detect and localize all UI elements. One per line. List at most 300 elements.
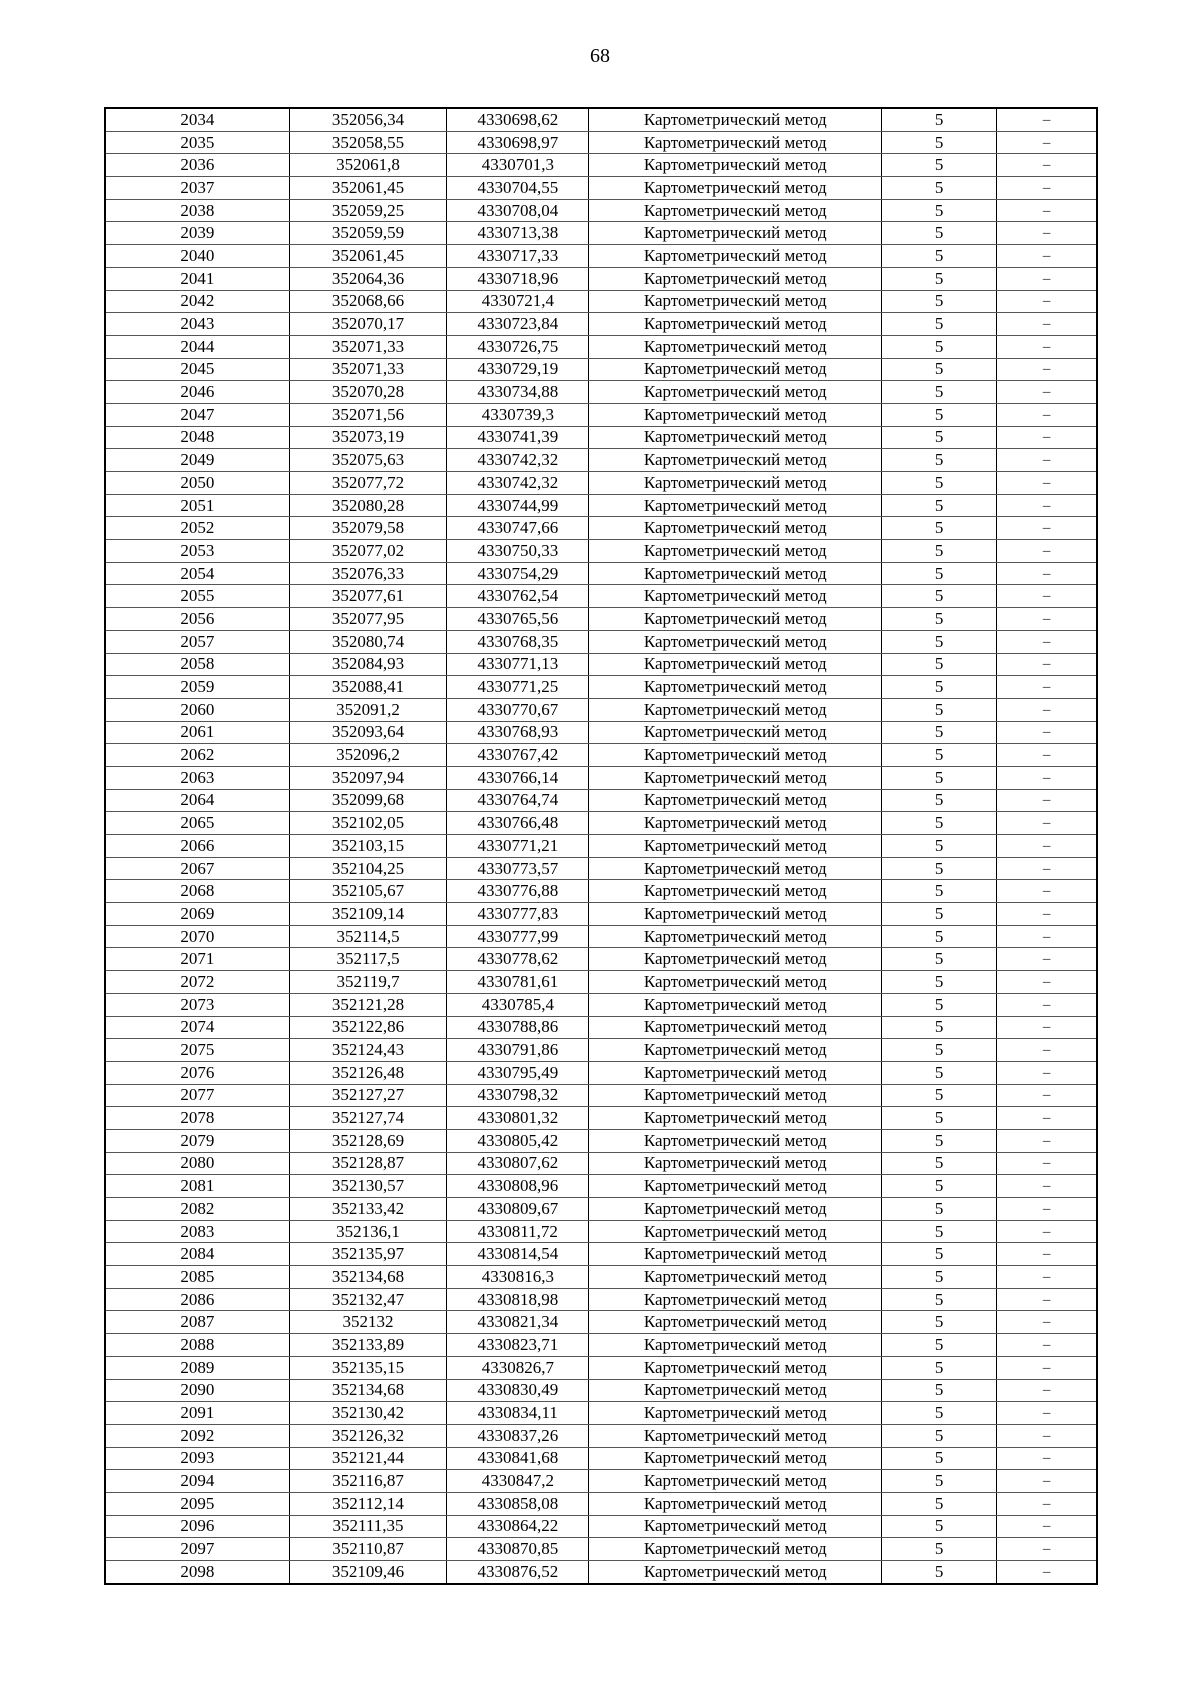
table-row <box>105 131 1097 154</box>
y-coordinate-cell: 4330788,86 <box>447 1016 589 1039</box>
table-row <box>105 880 1097 903</box>
point-number-cell: 2096 <box>105 1515 289 1538</box>
note-cell: – <box>997 199 1097 222</box>
y-coordinate-cell: 4330778,62 <box>447 948 589 971</box>
point-number-cell: 2054 <box>105 562 289 585</box>
note-cell: – <box>997 1243 1097 1266</box>
method-cell: Картометрический метод <box>589 381 882 404</box>
method-cell: Картометрический метод <box>589 948 882 971</box>
accuracy-cell: 5 <box>882 267 997 290</box>
note-cell: – <box>997 1402 1097 1425</box>
method-cell: Картометрический метод <box>589 857 882 880</box>
note-cell: – <box>997 108 1097 131</box>
table-row <box>105 1356 1097 1379</box>
x-coordinate-cell: 352126,48 <box>289 1061 446 1084</box>
accuracy-cell: 5 <box>882 993 997 1016</box>
point-number-cell: 2049 <box>105 449 289 472</box>
note-cell: – <box>997 494 1097 517</box>
point-number-cell: 2055 <box>105 585 289 608</box>
table-row <box>105 744 1097 767</box>
table-row <box>105 335 1097 358</box>
note-cell: – <box>997 1084 1097 1107</box>
point-number-cell: 2062 <box>105 744 289 767</box>
accuracy-cell: 5 <box>882 1198 997 1221</box>
y-coordinate-cell: 4330764,74 <box>447 789 589 812</box>
table-row <box>105 1561 1097 1584</box>
table-row <box>105 403 1097 426</box>
y-coordinate-cell: 4330864,22 <box>447 1515 589 1538</box>
note-cell: – <box>997 903 1097 926</box>
table-row <box>105 630 1097 653</box>
note-cell: – <box>997 585 1097 608</box>
y-coordinate-cell: 4330766,14 <box>447 766 589 789</box>
point-number-cell: 2087 <box>105 1311 289 1334</box>
y-coordinate-cell: 4330734,88 <box>447 381 589 404</box>
y-coordinate-cell: 4330814,54 <box>447 1243 589 1266</box>
point-number-cell: 2086 <box>105 1288 289 1311</box>
table-row <box>105 925 1097 948</box>
y-coordinate-cell: 4330768,93 <box>447 721 589 744</box>
y-coordinate-cell: 4330777,99 <box>447 925 589 948</box>
table-row <box>105 199 1097 222</box>
table-row <box>105 517 1097 540</box>
accuracy-cell: 5 <box>882 1084 997 1107</box>
y-coordinate-cell: 4330798,32 <box>447 1084 589 1107</box>
method-cell: Картометрический метод <box>589 517 882 540</box>
method-cell: Картометрический метод <box>589 1198 882 1221</box>
table-row <box>105 1175 1097 1198</box>
accuracy-cell: 5 <box>882 1356 997 1379</box>
point-number-cell: 2093 <box>105 1447 289 1470</box>
point-number-cell: 2042 <box>105 290 289 313</box>
x-coordinate-cell: 352110,87 <box>289 1538 446 1561</box>
y-coordinate-cell: 4330770,67 <box>447 698 589 721</box>
note-cell: – <box>997 290 1097 313</box>
y-coordinate-cell: 4330809,67 <box>447 1198 589 1221</box>
accuracy-cell: 5 <box>882 1266 997 1289</box>
x-coordinate-cell: 352061,45 <box>289 177 446 200</box>
note-cell: – <box>997 449 1097 472</box>
table-row <box>105 245 1097 268</box>
table-row <box>105 993 1097 1016</box>
accuracy-cell: 5 <box>882 630 997 653</box>
method-cell: Картометрический метод <box>589 880 882 903</box>
x-coordinate-cell: 352122,86 <box>289 1016 446 1039</box>
accuracy-cell: 5 <box>882 131 997 154</box>
x-coordinate-cell: 352114,5 <box>289 925 446 948</box>
method-cell: Картометрический метод <box>589 426 882 449</box>
table-row <box>105 290 1097 313</box>
table-row <box>105 472 1097 495</box>
point-number-cell: 2098 <box>105 1561 289 1584</box>
accuracy-cell: 5 <box>882 472 997 495</box>
table-row <box>105 971 1097 994</box>
y-coordinate-cell: 4330776,88 <box>447 880 589 903</box>
x-coordinate-cell: 352105,67 <box>289 880 446 903</box>
point-number-cell: 2068 <box>105 880 289 903</box>
accuracy-cell: 5 <box>882 971 997 994</box>
y-coordinate-cell: 4330739,3 <box>447 403 589 426</box>
method-cell: Картометрический метод <box>589 698 882 721</box>
note-cell: – <box>997 1107 1097 1130</box>
method-cell: Картометрический метод <box>589 1424 882 1447</box>
point-number-cell: 2044 <box>105 335 289 358</box>
y-coordinate-cell: 4330750,33 <box>447 540 589 563</box>
y-coordinate-cell: 4330830,49 <box>447 1379 589 1402</box>
note-cell: – <box>997 1266 1097 1289</box>
method-cell: Картометрический метод <box>589 653 882 676</box>
note-cell: – <box>997 1492 1097 1515</box>
accuracy-cell: 5 <box>882 199 997 222</box>
x-coordinate-cell: 352080,74 <box>289 630 446 653</box>
coordinates-table-body <box>105 108 1097 1584</box>
table-row <box>105 903 1097 926</box>
note-cell: – <box>997 925 1097 948</box>
y-coordinate-cell: 4330870,85 <box>447 1538 589 1561</box>
x-coordinate-cell: 352124,43 <box>289 1039 446 1062</box>
accuracy-cell: 5 <box>882 313 997 336</box>
point-number-cell: 2067 <box>105 857 289 880</box>
method-cell: Картометрический метод <box>589 971 882 994</box>
accuracy-cell: 5 <box>882 290 997 313</box>
table-row <box>105 381 1097 404</box>
accuracy-cell: 5 <box>882 517 997 540</box>
method-cell: Картометрический метод <box>589 245 882 268</box>
table-row <box>105 562 1097 585</box>
note-cell: – <box>997 948 1097 971</box>
y-coordinate-cell: 4330773,57 <box>447 857 589 880</box>
accuracy-cell: 5 <box>882 1515 997 1538</box>
accuracy-cell: 5 <box>882 880 997 903</box>
accuracy-cell: 5 <box>882 177 997 200</box>
point-number-cell: 2037 <box>105 177 289 200</box>
y-coordinate-cell: 4330744,99 <box>447 494 589 517</box>
accuracy-cell: 5 <box>882 108 997 131</box>
point-number-cell: 2050 <box>105 472 289 495</box>
method-cell: Картометрический метод <box>589 494 882 517</box>
method-cell: Картометрический метод <box>589 313 882 336</box>
y-coordinate-cell: 4330747,66 <box>447 517 589 540</box>
method-cell: Картометрический метод <box>589 1311 882 1334</box>
table-row <box>105 1129 1097 1152</box>
accuracy-cell: 5 <box>882 1561 997 1584</box>
accuracy-cell: 5 <box>882 1288 997 1311</box>
method-cell: Картометрический метод <box>589 835 882 858</box>
method-cell: Картометрический метод <box>589 1379 882 1402</box>
y-coordinate-cell: 4330858,08 <box>447 1492 589 1515</box>
method-cell: Картометрический метод <box>589 358 882 381</box>
x-coordinate-cell: 352126,32 <box>289 1424 446 1447</box>
table-row <box>105 1515 1097 1538</box>
table-row <box>105 313 1097 336</box>
table-row <box>105 494 1097 517</box>
y-coordinate-cell: 4330717,33 <box>447 245 589 268</box>
accuracy-cell: 5 <box>882 562 997 585</box>
method-cell: Картометрический метод <box>589 449 882 472</box>
table-row <box>105 1447 1097 1470</box>
x-coordinate-cell: 352117,5 <box>289 948 446 971</box>
accuracy-cell: 5 <box>882 222 997 245</box>
x-coordinate-cell: 352079,58 <box>289 517 446 540</box>
method-cell: Картометрический метод <box>589 562 882 585</box>
table-row <box>105 1538 1097 1561</box>
note-cell: – <box>997 1311 1097 1334</box>
point-number-cell: 2097 <box>105 1538 289 1561</box>
x-coordinate-cell: 352136,1 <box>289 1220 446 1243</box>
point-number-cell: 2041 <box>105 267 289 290</box>
note-cell: – <box>997 1016 1097 1039</box>
note-cell: – <box>997 993 1097 1016</box>
x-coordinate-cell: 352061,45 <box>289 245 446 268</box>
table-row <box>105 154 1097 177</box>
y-coordinate-cell: 4330768,35 <box>447 630 589 653</box>
y-coordinate-cell: 4330726,75 <box>447 335 589 358</box>
x-coordinate-cell: 352077,72 <box>289 472 446 495</box>
accuracy-cell: 5 <box>882 721 997 744</box>
x-coordinate-cell: 352134,68 <box>289 1379 446 1402</box>
table-row <box>105 426 1097 449</box>
note-cell: – <box>997 1220 1097 1243</box>
y-coordinate-cell: 4330742,32 <box>447 449 589 472</box>
x-coordinate-cell: 352077,61 <box>289 585 446 608</box>
accuracy-cell: 5 <box>882 1016 997 1039</box>
note-cell: – <box>997 540 1097 563</box>
accuracy-cell: 5 <box>882 381 997 404</box>
y-coordinate-cell: 4330762,54 <box>447 585 589 608</box>
coordinates-table <box>104 107 1098 1585</box>
accuracy-cell: 5 <box>882 358 997 381</box>
table-row <box>105 1243 1097 1266</box>
table-row <box>105 1402 1097 1425</box>
x-coordinate-cell: 352121,28 <box>289 993 446 1016</box>
point-number-cell: 2081 <box>105 1175 289 1198</box>
y-coordinate-cell: 4330834,11 <box>447 1402 589 1425</box>
x-coordinate-cell: 352135,15 <box>289 1356 446 1379</box>
point-number-cell: 2034 <box>105 108 289 131</box>
method-cell: Картометрический метод <box>589 1538 882 1561</box>
accuracy-cell: 5 <box>882 245 997 268</box>
x-coordinate-cell: 352077,95 <box>289 608 446 631</box>
accuracy-cell: 5 <box>882 1152 997 1175</box>
x-coordinate-cell: 352061,8 <box>289 154 446 177</box>
accuracy-cell: 5 <box>882 789 997 812</box>
point-number-cell: 2084 <box>105 1243 289 1266</box>
table-row <box>105 698 1097 721</box>
y-coordinate-cell: 4330721,4 <box>447 290 589 313</box>
note-cell: – <box>997 1175 1097 1198</box>
method-cell: Картометрический метод <box>589 925 882 948</box>
accuracy-cell: 5 <box>882 1424 997 1447</box>
y-coordinate-cell: 4330704,55 <box>447 177 589 200</box>
note-cell: – <box>997 880 1097 903</box>
method-cell: Картометрический метод <box>589 290 882 313</box>
accuracy-cell: 5 <box>882 1311 997 1334</box>
note-cell: – <box>997 1039 1097 1062</box>
table-row <box>105 857 1097 880</box>
note-cell: – <box>997 245 1097 268</box>
x-coordinate-cell: 352130,57 <box>289 1175 446 1198</box>
note-cell: – <box>997 131 1097 154</box>
point-number-cell: 2088 <box>105 1334 289 1357</box>
y-coordinate-cell: 4330771,13 <box>447 653 589 676</box>
y-coordinate-cell: 4330791,86 <box>447 1039 589 1062</box>
point-number-cell: 2094 <box>105 1470 289 1493</box>
method-cell: Картометрический метод <box>589 154 882 177</box>
note-cell: – <box>997 1538 1097 1561</box>
y-coordinate-cell: 4330876,52 <box>447 1561 589 1584</box>
note-cell: – <box>997 744 1097 767</box>
point-number-cell: 2039 <box>105 222 289 245</box>
method-cell: Картометрический метод <box>589 676 882 699</box>
y-coordinate-cell: 4330818,98 <box>447 1288 589 1311</box>
y-coordinate-cell: 4330781,61 <box>447 971 589 994</box>
note-cell: – <box>997 1470 1097 1493</box>
table-row <box>105 1084 1097 1107</box>
y-coordinate-cell: 4330742,32 <box>447 472 589 495</box>
x-coordinate-cell: 352091,2 <box>289 698 446 721</box>
point-number-cell: 2051 <box>105 494 289 517</box>
note-cell: – <box>997 1288 1097 1311</box>
table-row <box>105 948 1097 971</box>
note-cell: – <box>997 517 1097 540</box>
x-coordinate-cell: 352112,14 <box>289 1492 446 1515</box>
method-cell: Картометрический метод <box>589 1492 882 1515</box>
table-row <box>105 835 1097 858</box>
point-number-cell: 2052 <box>105 517 289 540</box>
note-cell: – <box>997 857 1097 880</box>
table-row <box>105 358 1097 381</box>
accuracy-cell: 5 <box>882 403 997 426</box>
method-cell: Картометрический метод <box>589 766 882 789</box>
point-number-cell: 2036 <box>105 154 289 177</box>
y-coordinate-cell: 4330698,97 <box>447 131 589 154</box>
accuracy-cell: 5 <box>882 1129 997 1152</box>
x-coordinate-cell: 352059,59 <box>289 222 446 245</box>
table-row <box>105 1107 1097 1130</box>
x-coordinate-cell: 352064,36 <box>289 267 446 290</box>
method-cell: Картометрический метод <box>589 335 882 358</box>
accuracy-cell: 5 <box>882 1379 997 1402</box>
x-coordinate-cell: 352071,56 <box>289 403 446 426</box>
method-cell: Картометрический метод <box>589 1016 882 1039</box>
method-cell: Картометрический метод <box>589 131 882 154</box>
x-coordinate-cell: 352102,05 <box>289 812 446 835</box>
x-coordinate-cell: 352071,33 <box>289 335 446 358</box>
point-number-cell: 2071 <box>105 948 289 971</box>
point-number-cell: 2095 <box>105 1492 289 1515</box>
accuracy-cell: 5 <box>882 494 997 517</box>
table-row <box>105 540 1097 563</box>
method-cell: Картометрический метод <box>589 1356 882 1379</box>
method-cell: Картометрический метод <box>589 993 882 1016</box>
y-coordinate-cell: 4330847,2 <box>447 1470 589 1493</box>
x-coordinate-cell: 352109,46 <box>289 1561 446 1584</box>
accuracy-cell: 5 <box>882 925 997 948</box>
method-cell: Картометрический метод <box>589 1107 882 1130</box>
note-cell: – <box>997 1129 1097 1152</box>
method-cell: Картометрический метод <box>589 1061 882 1084</box>
point-number-cell: 2091 <box>105 1402 289 1425</box>
x-coordinate-cell: 352070,28 <box>289 381 446 404</box>
point-number-cell: 2065 <box>105 812 289 835</box>
x-coordinate-cell: 352104,25 <box>289 857 446 880</box>
note-cell: – <box>997 177 1097 200</box>
accuracy-cell: 5 <box>882 653 997 676</box>
note-cell: – <box>997 1152 1097 1175</box>
note-cell: – <box>997 1379 1097 1402</box>
note-cell: – <box>997 835 1097 858</box>
note-cell: – <box>997 1198 1097 1221</box>
table-row <box>105 766 1097 789</box>
accuracy-cell: 5 <box>882 766 997 789</box>
accuracy-cell: 5 <box>882 154 997 177</box>
accuracy-cell: 5 <box>882 1220 997 1243</box>
x-coordinate-cell: 352075,63 <box>289 449 446 472</box>
note-cell: – <box>997 1061 1097 1084</box>
x-coordinate-cell: 352133,89 <box>289 1334 446 1357</box>
point-number-cell: 2056 <box>105 608 289 631</box>
y-coordinate-cell: 4330837,26 <box>447 1424 589 1447</box>
note-cell: – <box>997 1334 1097 1357</box>
table-row <box>105 1311 1097 1334</box>
point-number-cell: 2080 <box>105 1152 289 1175</box>
point-number-cell: 2070 <box>105 925 289 948</box>
table-row <box>105 1379 1097 1402</box>
accuracy-cell: 5 <box>882 1061 997 1084</box>
method-cell: Картометрический метод <box>589 472 882 495</box>
method-cell: Картометрический метод <box>589 1039 882 1062</box>
method-cell: Картометрический метод <box>589 199 882 222</box>
x-coordinate-cell: 352133,42 <box>289 1198 446 1221</box>
point-number-cell: 2063 <box>105 766 289 789</box>
x-coordinate-cell: 352128,69 <box>289 1129 446 1152</box>
method-cell: Картометрический метод <box>589 540 882 563</box>
accuracy-cell: 5 <box>882 698 997 721</box>
table-row <box>105 449 1097 472</box>
table-row <box>105 608 1097 631</box>
accuracy-cell: 5 <box>882 585 997 608</box>
table-row <box>105 789 1097 812</box>
method-cell: Картометрический метод <box>589 630 882 653</box>
method-cell: Картометрический метод <box>589 222 882 245</box>
table-row <box>105 177 1097 200</box>
method-cell: Картометрический метод <box>589 903 882 926</box>
x-coordinate-cell: 352130,42 <box>289 1402 446 1425</box>
point-number-cell: 2089 <box>105 1356 289 1379</box>
point-number-cell: 2058 <box>105 653 289 676</box>
accuracy-cell: 5 <box>882 835 997 858</box>
method-cell: Картометрический метод <box>589 1175 882 1198</box>
point-number-cell: 2077 <box>105 1084 289 1107</box>
method-cell: Картометрический метод <box>589 1402 882 1425</box>
note-cell: – <box>997 1515 1097 1538</box>
y-coordinate-cell: 4330723,84 <box>447 313 589 336</box>
y-coordinate-cell: 4330741,39 <box>447 426 589 449</box>
point-number-cell: 2038 <box>105 199 289 222</box>
y-coordinate-cell: 4330718,96 <box>447 267 589 290</box>
note-cell: – <box>997 1424 1097 1447</box>
x-coordinate-cell: 352084,93 <box>289 653 446 676</box>
x-coordinate-cell: 352059,25 <box>289 199 446 222</box>
y-coordinate-cell: 4330826,7 <box>447 1356 589 1379</box>
note-cell: – <box>997 403 1097 426</box>
note-cell: – <box>997 222 1097 245</box>
note-cell: – <box>997 812 1097 835</box>
x-coordinate-cell: 352068,66 <box>289 290 446 313</box>
note-cell: – <box>997 676 1097 699</box>
x-coordinate-cell: 352073,19 <box>289 426 446 449</box>
table-row <box>105 1152 1097 1175</box>
